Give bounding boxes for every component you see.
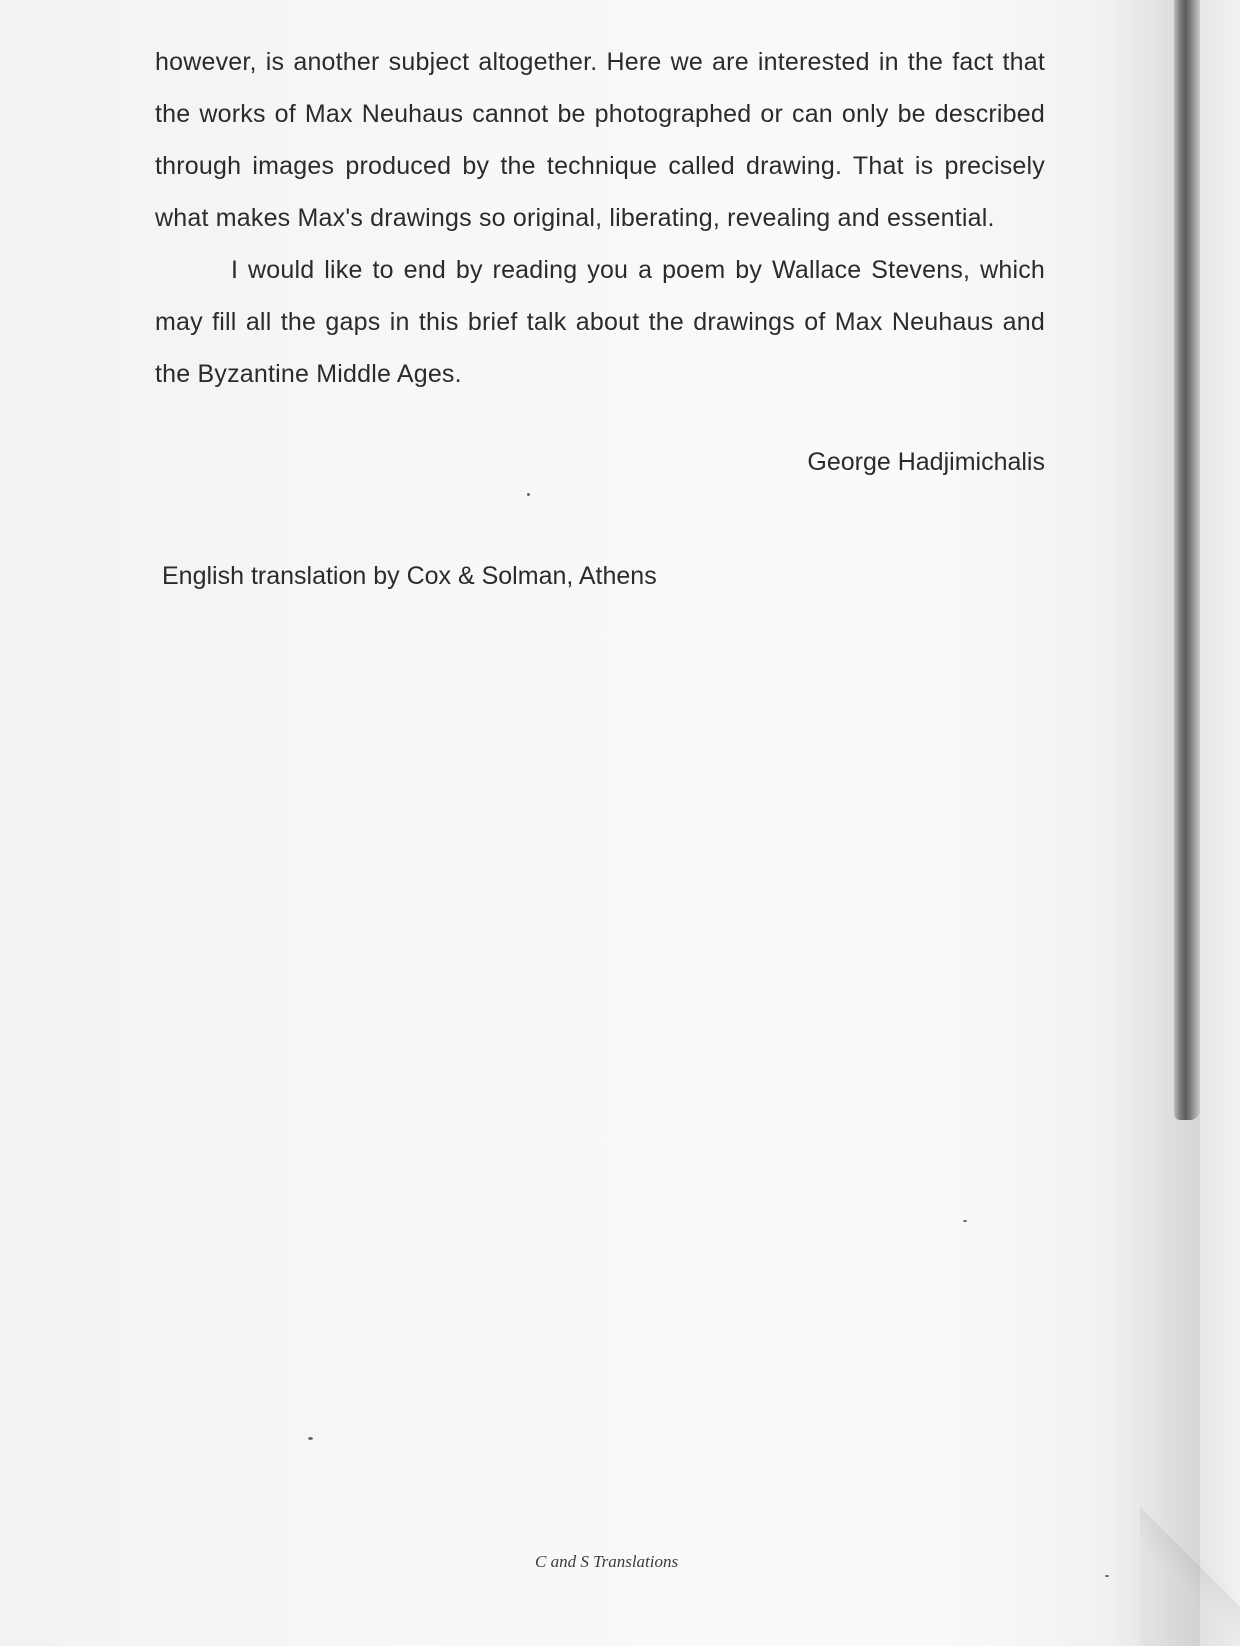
footer-label: C and S Translations [535,1552,679,1571]
author-signature: George Hadjimichalis [807,448,1045,476]
corner-fold [1140,1490,1240,1646]
translation-credit: English translation by Cox & Solman, Athens [162,562,657,590]
dust-speck [963,1220,967,1222]
dust-speck [527,493,530,496]
dust-speck [308,1437,313,1440]
body-text [155,36,1045,400]
page-edge [1200,0,1240,1646]
dust-speck [1105,1575,1109,1577]
paragraph-1: however, is another subject altogether. Here we are interested in the fact that the works of Max Neuhaus cannot be photographed or can only be described through images produced by the technique called drawing. That is precisely what makes Max's drawings so original, liberating, revealing and essential. [155,48,1045,232]
paragraph-2: I would like to end by reading you a poem by Wallace Stevens, which may fill all the gaps in this brief talk about the drawings of Max Neuhaus and the Byzantine Middle Ages. [155,256,1045,388]
binding-strip [1174,0,1200,1120]
